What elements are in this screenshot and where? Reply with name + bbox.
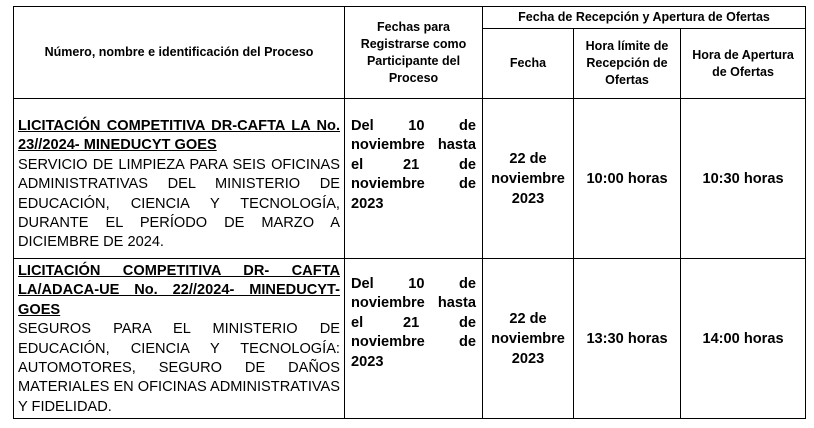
registration-dates: Del 10 de noviembre hasta el 21 de noviembre de 2023	[345, 99, 483, 259]
process-title: LICITACIÓN COMPETITIVA DR-CAFTA LA No. 23//2024- MINEDUCYT GOES	[18, 118, 340, 154]
process-description: SEGUROS PARA EL MINISTERIO DE EDUCACIÓN, CIENCIA Y TECNOLOGÍA: AUTOMOTORES, SEGURO DE DAÑOS MATERIALES EN OFICINAS ADMINISTRATIVAS Y FIDELIDAD.	[18, 321, 340, 415]
process-description: SERVICIO DE LIMPIEZA PARA SEIS OFICINAS ADMINISTRATIVAS DEL MINISTERIO DE EDUCACIÓN, CIENCIA Y TECNOLOGÍA, DURANTE EL PERÍODO DE MARZO A DICIEMBRE DE 2024.	[18, 156, 340, 251]
header-row-1	[14, 7, 806, 29]
registration-dates: Del 10 de noviembre hasta el 21 de noviembre de 2023	[345, 259, 483, 419]
process-cell	[14, 99, 345, 259]
header-opening: Hora de Apertura de Ofertas	[681, 29, 806, 99]
opening-time: 14:00 horas	[681, 259, 806, 419]
header-process: Número, nombre e identificación del Proceso	[14, 7, 345, 99]
tender-schedule-table	[13, 6, 806, 419]
header-date: Fecha	[483, 29, 574, 99]
opening-time: 10:30 horas	[681, 99, 806, 259]
table-row	[14, 259, 806, 419]
reception-date: 22 de noviembre 2023	[483, 259, 574, 419]
header-registration: Fechas para Registrarse como Participante del Proceso	[345, 7, 483, 99]
header-deadline: Hora límite de Recepción de Ofertas	[574, 29, 681, 99]
deadline-time: 10:00 horas	[574, 99, 681, 259]
header-reception-group: Fecha de Recepción y Apertura de Ofertas	[483, 7, 806, 29]
table-row	[14, 99, 806, 259]
deadline-time: 13:30 horas	[574, 259, 681, 419]
reception-date: 22 de noviembre 2023	[483, 99, 574, 259]
process-title: LICITACIÓN COMPETITIVA DR- CAFTA LA/ADACA-UE No. 22//2024- MINEDUCYT-GOES	[18, 263, 340, 318]
process-cell	[14, 259, 345, 419]
